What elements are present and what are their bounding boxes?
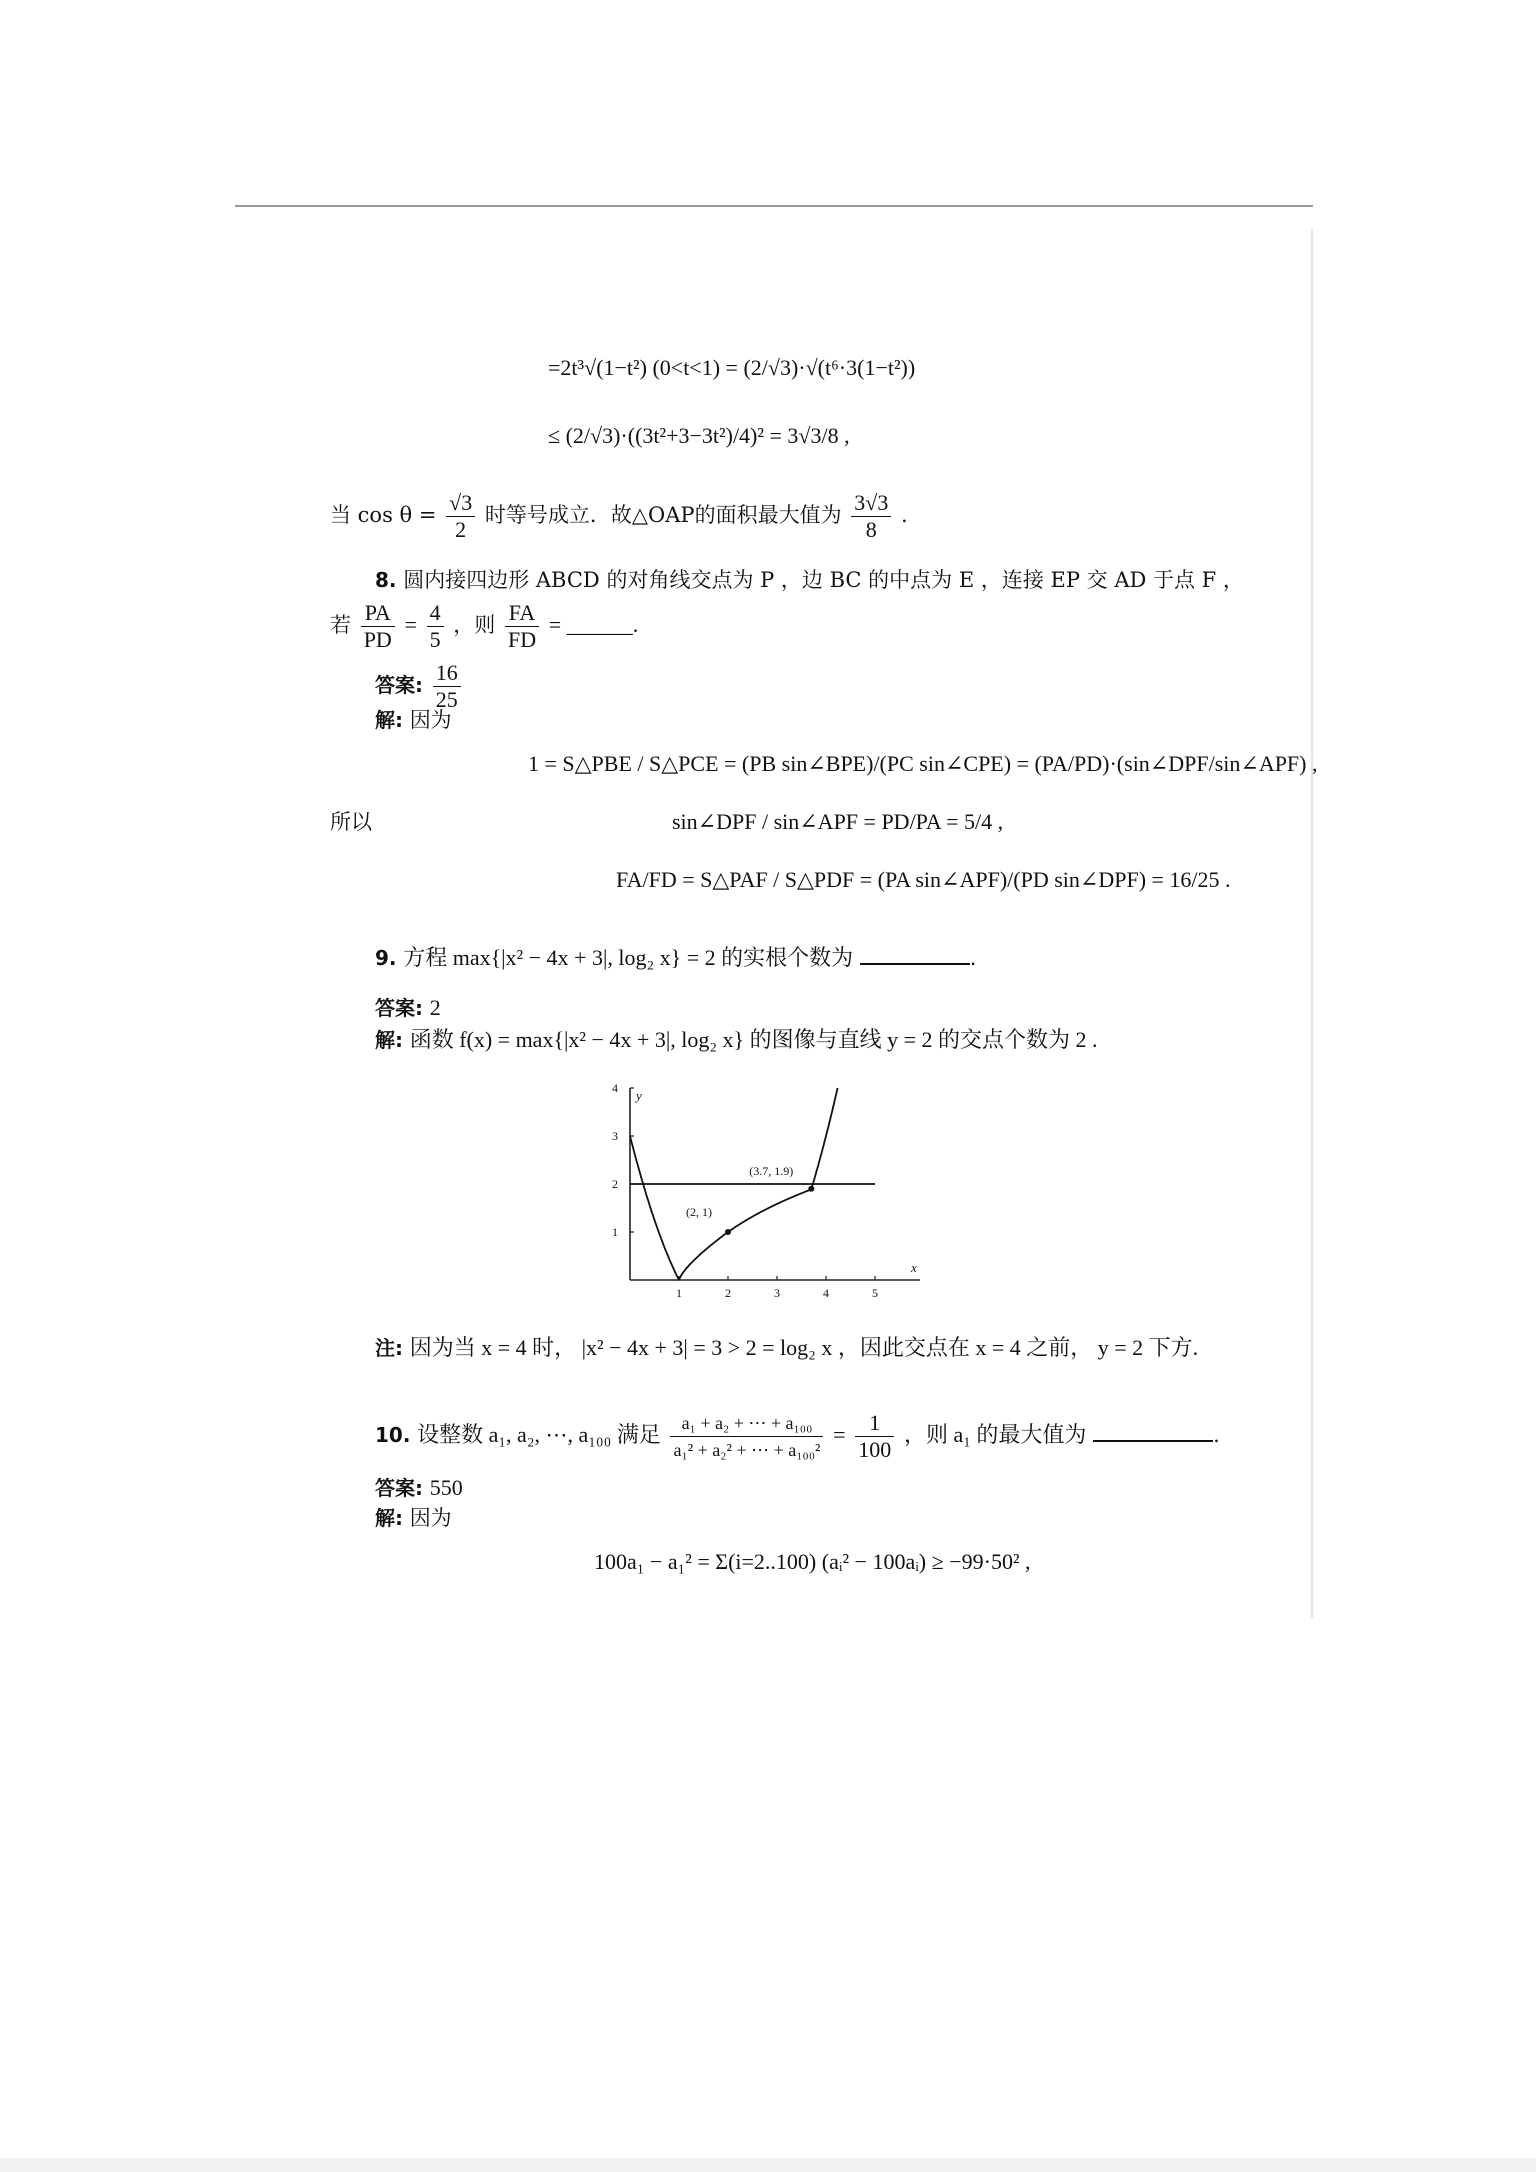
numerator: 3√3 xyxy=(851,490,891,517)
note-text: 因为当 x = 4 时， |x² − 4x + 3| = 3 > 2 = log₂ x ，因此交点在 x = 4 之前， y = 2 下方. xyxy=(409,1335,1199,1360)
text: = xyxy=(833,1422,846,1447)
continuation-line-2: ≤ (2/√3)·((3t²+3−3t²)/4)² = 3√3/8 , xyxy=(548,423,850,448)
x-tick-label: 4 xyxy=(823,1286,829,1300)
denominator: 25 xyxy=(435,687,458,712)
q8-so-label: 所以 xyxy=(330,810,372,834)
text: 因为 xyxy=(409,1506,452,1530)
x-tick-label: 5 xyxy=(872,1286,878,1300)
y-tick-label: 1 xyxy=(612,1225,618,1239)
answer-value: 550 xyxy=(429,1475,463,1500)
solution-label: 解: xyxy=(375,1028,403,1052)
text: . xyxy=(901,503,908,527)
annotation-label-0: (2, 1) xyxy=(686,1205,712,1219)
solution-label: 解: xyxy=(375,1506,403,1530)
series-connector xyxy=(679,1232,728,1280)
question-number: 9. xyxy=(375,946,397,970)
q8-statement-line-2: 若 $\frac{PA}{PD}$ = $\frac{4}{5}$ ，则 $\frac{FA}{FD}$ = ______. xyxy=(330,600,639,652)
denominator: PD xyxy=(363,627,392,652)
function-graph xyxy=(598,1080,938,1300)
numerator: 1 xyxy=(855,1410,894,1437)
q8-equation-2: sin∠DPF / sin∠APF = PD/PA = 5/4 , xyxy=(672,809,1004,834)
q9-statement xyxy=(375,944,976,972)
question-text: 方程 max{|x² − 4x + 3|, log₂ x} = 2 的实根个数为 xyxy=(403,945,854,970)
scan-bottom-band xyxy=(0,2158,1536,2172)
question-text: 设整数 a₁, a₂, ⋯, a₁₀₀ 满足 xyxy=(417,1422,661,1447)
curves xyxy=(630,1088,875,1280)
text: . xyxy=(969,946,977,970)
answer-blank: = ______. xyxy=(548,612,639,637)
numerator: √3 xyxy=(446,490,475,517)
fraction xyxy=(427,600,444,653)
text: ，则 a₁ 的最大值为 xyxy=(903,1422,1087,1447)
series-curve-2 xyxy=(811,1088,837,1189)
q9-answer xyxy=(375,994,441,1022)
question-number: 10. xyxy=(375,1423,411,1447)
denominator: 5 xyxy=(429,627,441,652)
fraction xyxy=(505,600,539,653)
q8-equation-1: 1 = S△PBE / S△PCE = (PB sin∠BPE)/(PC sin∠CPE) = (PA/PD)·(sin∠DPF/sin∠APF) , xyxy=(528,751,1318,776)
numerator: a₁ + a₂ + ⋯ + a₁₀₀ xyxy=(670,1410,823,1437)
y-tick-label: 2 xyxy=(612,1177,618,1191)
continuation-line-3 xyxy=(330,490,908,543)
denominator: 8 xyxy=(865,517,877,542)
solution-label: 解: xyxy=(375,708,403,732)
q8-equation-3: FA/FD = S△PAF / S△PDF = (PA sin∠APF)/(PD sin∠DPF) = 16/25 . xyxy=(616,867,1231,892)
text: 时等号成立．故△OAP的面积最大值为 xyxy=(484,503,842,527)
answer-blank xyxy=(860,963,970,965)
page-edge xyxy=(1311,228,1313,1618)
q8-statement xyxy=(375,566,1244,594)
denominator: a₁² + a₂² + ⋯ + a₁₀₀² xyxy=(673,1440,821,1460)
numerator: 4 xyxy=(427,600,444,627)
fraction xyxy=(446,490,475,543)
series-curve-1 xyxy=(728,1189,811,1232)
annotation-point-1 xyxy=(808,1186,814,1192)
question-text: 圆内接四边形 ABCD 的对角线交点为 P ，边 BC 的中点为 E ，连接 EP 交 AD 于点 F ， xyxy=(403,568,1244,592)
y-axis-label: y xyxy=(636,1088,642,1103)
numerator: 16 xyxy=(433,660,461,687)
answer-label: 答案: xyxy=(375,1476,423,1500)
fraction xyxy=(670,1410,823,1463)
tick-labels xyxy=(612,1081,878,1300)
question-number: 8. xyxy=(375,568,397,592)
fraction xyxy=(851,490,891,543)
annotation-point-0 xyxy=(725,1229,731,1235)
annotations xyxy=(686,1164,814,1235)
q10-equation-1: 100a₁ − a₁² = Σ(i=2..100) (aᵢ² − 100aᵢ) ≥ −99·50² , xyxy=(594,1549,1031,1574)
text: 若 xyxy=(330,613,351,637)
q9-solution xyxy=(375,1026,1097,1054)
q10-statement xyxy=(375,1410,1220,1463)
answer-label: 答案: xyxy=(375,996,423,1020)
header-rule xyxy=(235,205,1313,207)
answer-blank xyxy=(1093,1440,1213,1442)
fraction xyxy=(855,1410,894,1463)
x-tick-label: 3 xyxy=(774,1286,780,1300)
q10-solution-intro xyxy=(375,1504,452,1532)
denominator: 100 xyxy=(858,1437,892,1462)
x-tick-label: 2 xyxy=(725,1286,731,1300)
annotation-label-1: (3.7, 1.9) xyxy=(749,1163,794,1178)
series-curve-0 xyxy=(630,1136,679,1280)
q8-solution-intro xyxy=(375,706,452,734)
answer-value: 2 xyxy=(429,995,441,1020)
numerator: FA xyxy=(505,600,539,627)
solution-text: 函数 f(x) = max{|x² − 4x + 3|, log₂ x} 的图像与直线 y = 2 的交点个数为 2 . xyxy=(409,1027,1098,1052)
q9-note xyxy=(375,1334,1198,1362)
note-label: 注: xyxy=(375,1336,403,1360)
x-tick-label: 1 xyxy=(676,1286,682,1300)
text: 当 cos θ = xyxy=(330,503,437,527)
fraction xyxy=(361,600,395,653)
y-tick-label: 4 xyxy=(612,1081,618,1095)
denominator: FD xyxy=(507,627,537,652)
text: ，则 xyxy=(453,613,496,637)
answer-label: 答案: xyxy=(375,673,423,697)
text: 因为 xyxy=(409,708,452,732)
denominator: 2 xyxy=(455,517,467,542)
x-axis-label: x xyxy=(911,1260,917,1275)
continuation-line-1: =2t³√(1−t²) (0<t<1) = (2/√3)·√(t⁶·3(1−t²)) xyxy=(548,355,916,380)
numerator: PA xyxy=(361,600,395,627)
y-tick-label: 3 xyxy=(612,1129,618,1143)
text: . xyxy=(1213,1423,1220,1447)
q10-answer xyxy=(375,1474,463,1502)
